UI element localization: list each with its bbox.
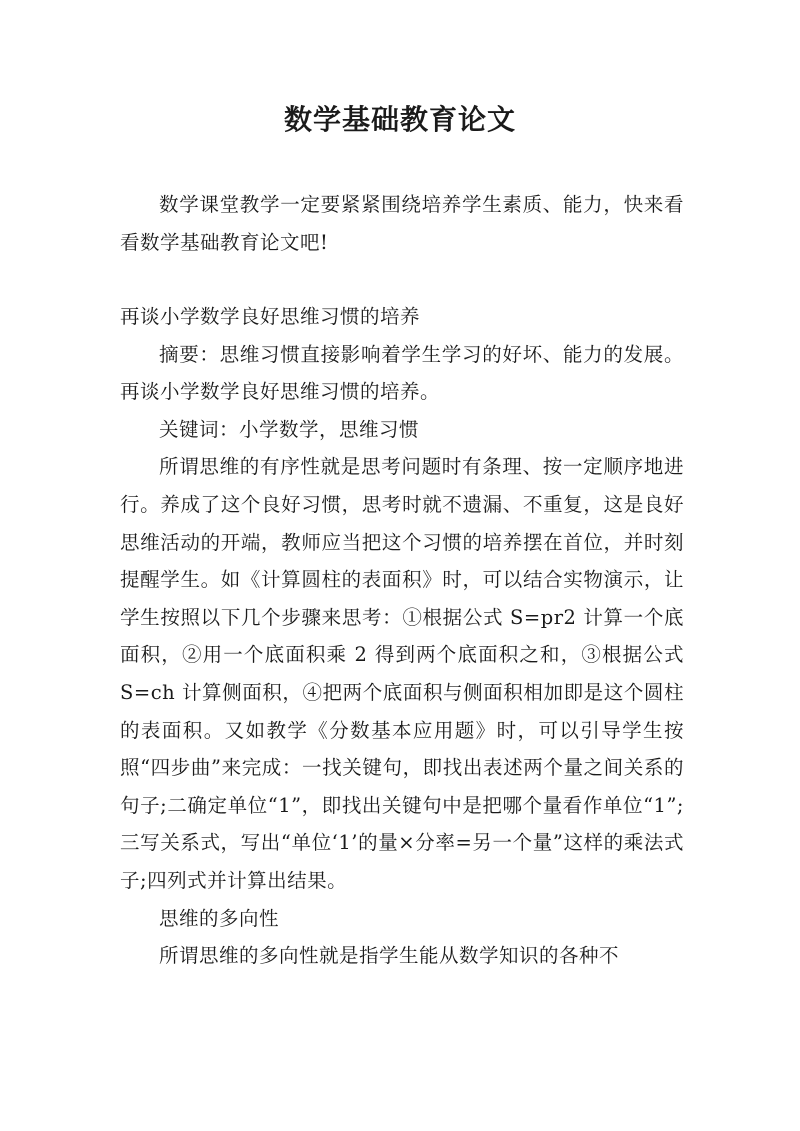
document-title: 数学基础教育论文 bbox=[283, 103, 516, 136]
body-paragraph: 所谓思维的多向性就是指学生能从数学知识的各种不 bbox=[159, 944, 620, 968]
abstract-paragraph: 摘要：思维习惯直接影响着学生学习的好坏、能力的发展。再谈小学数学良好思维习惯的培养。 bbox=[120, 342, 684, 404]
section-title: 再谈小学数学良好思维习惯的培养 bbox=[120, 305, 421, 328]
body-paragraph: 所谓思维的有序性就是思考问题时有条理、按一定顺序地进行。养成了这个良好习惯，思考时就不遗漏、不重复，这是良好思维活动的开端，教师应当把这个习惯的培养摆在首位，并时刻提醒学生。如《计算圆柱的表面积》时，可以结合实物演示，让学生按照以下几个步骤来思考：①根据公式 S=pr2 计算一个底面积，②用一个底面积乘 2 得到两个底面积之和，③根据公式 S=ch 计算侧面积，④把两个底面积与侧面积相加即是这个圆柱的表面积。又如教学《分数基本应用题》时，可以引导学生按照“四步曲”来完成：一找关键句，即找出表述两个量之间关系的句子;二确定单位“1”，即找出关键句中是把哪个量看作单位“1”;三写关系式，写出“单位‘1’的量×分率=另一个量”这样的乘法式子;四列式并计算出结果。 bbox=[120, 455, 684, 892]
intro-paragraph: 数学课堂教学一定要紧紧围绕培养学生素质、能力，快来看看数学基础教育论文吧! bbox=[120, 193, 684, 254]
article-section bbox=[120, 298, 684, 975]
intro-block bbox=[120, 186, 684, 261]
keywords-line: 关键词：小学数学，思维习惯 bbox=[159, 417, 420, 441]
subheading: 思维的多向性 bbox=[159, 906, 280, 930]
